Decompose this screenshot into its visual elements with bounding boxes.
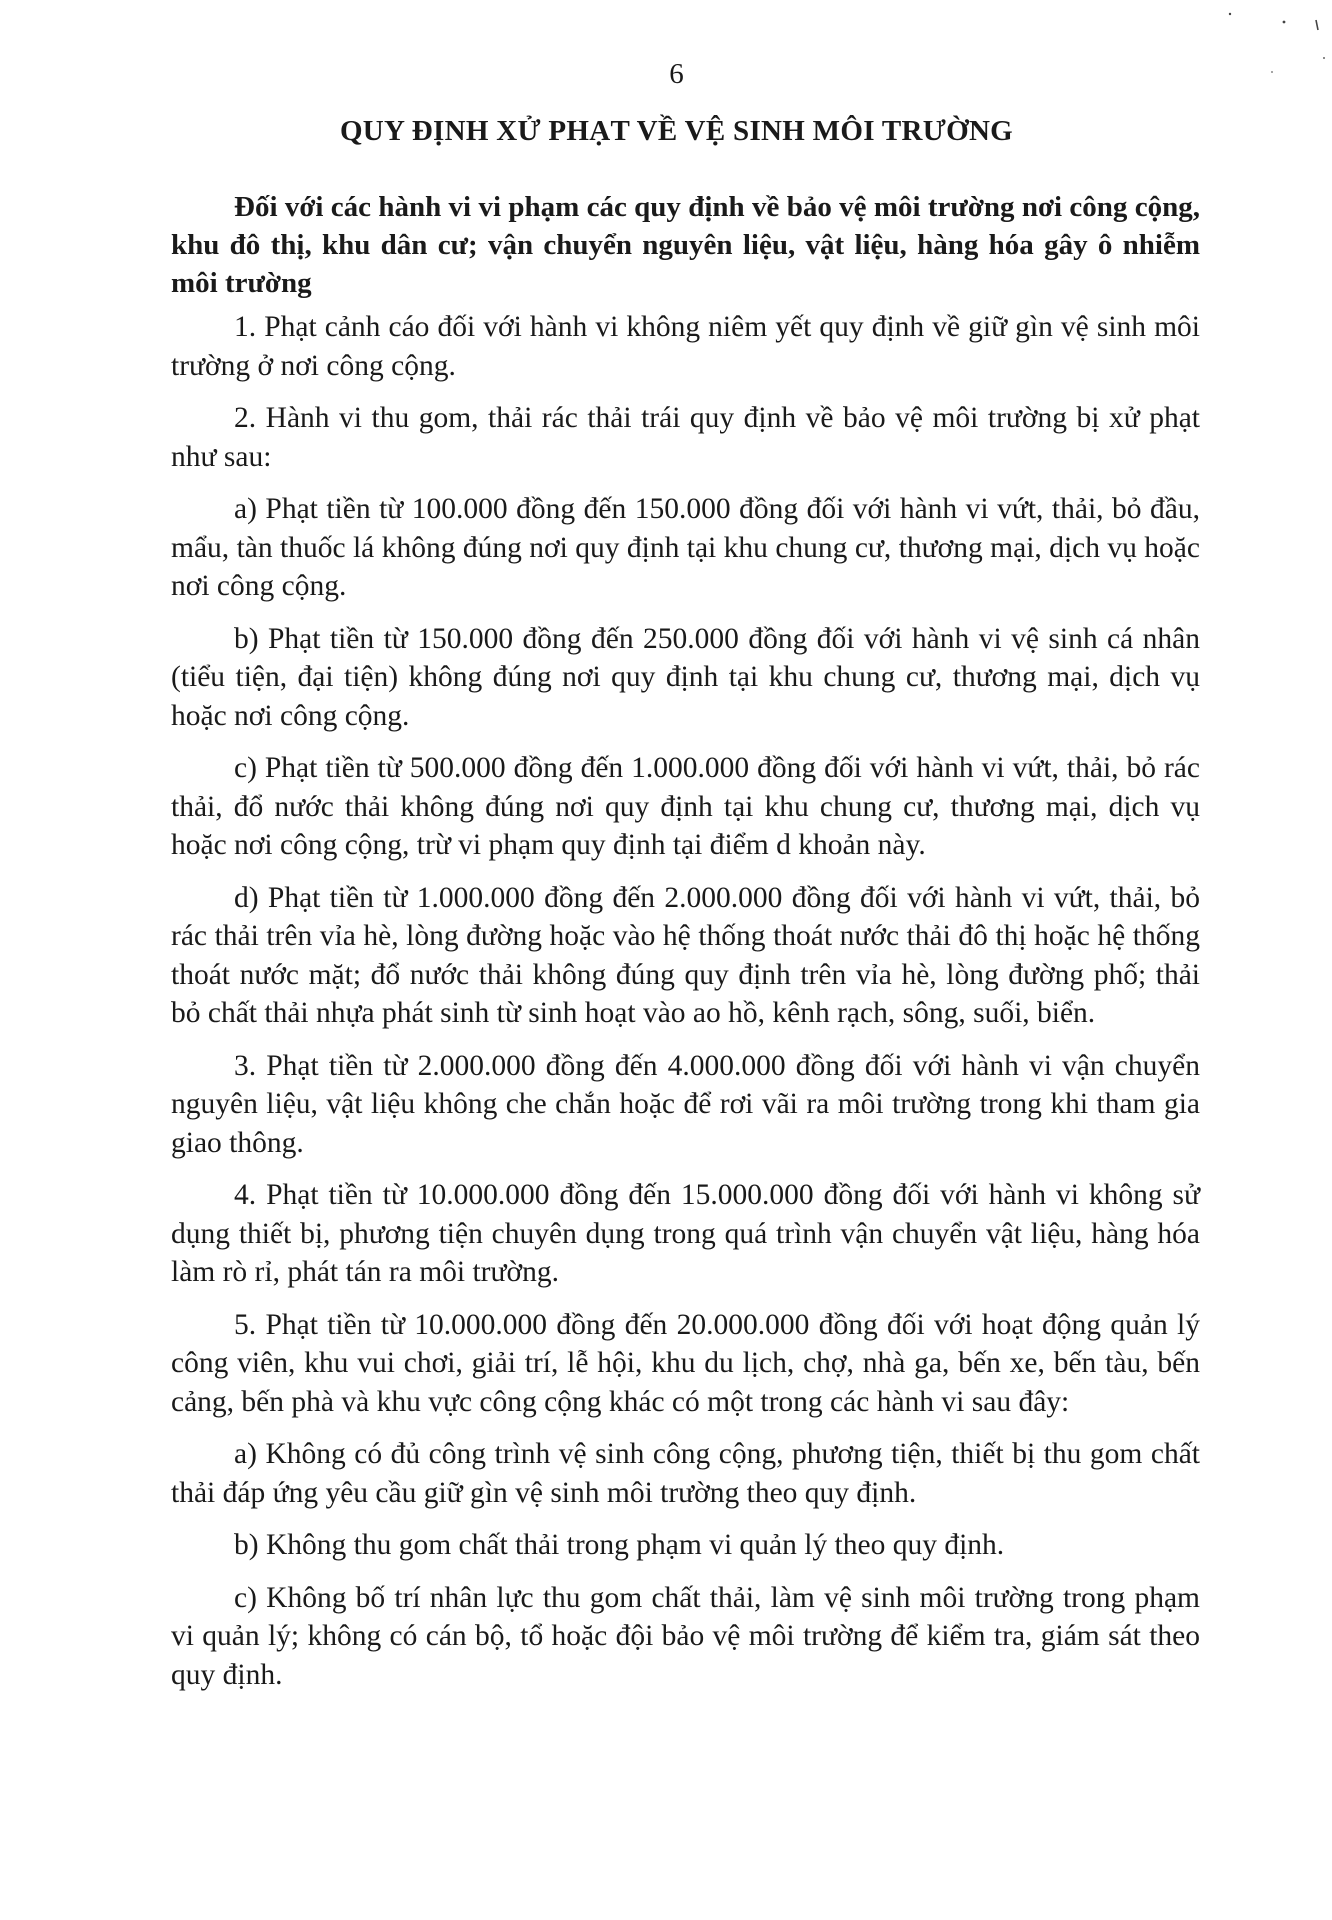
clause-2: 2. Hành vi thu gom, thải rác thải trái quy định về bảo vệ môi trường bị xử phạt như sau:	[171, 402, 1200, 473]
scan-specks	[1212, 0, 1332, 90]
clause-1: 1. Phạt cảnh cáo đối với hành vi không niêm yết quy định về giữ gìn vệ sinh môi trường ở nơi công cộng.	[171, 311, 1200, 382]
clause-4: 4. Phạt tiền từ 10.000.000 đồng đến 15.000.000 đồng đối với hành vi không sử dụng thiết bị, phương tiện chuyên dụng trong quá trình vận chuyển vật liệu, hàng hóa làm rò rỉ, phát tán ra môi trường.	[171, 1179, 1200, 1288]
clause-5: 5. Phạt tiền từ 10.000.000 đồng đến 20.000.000 đồng đối với hoạt động quản lý công viên, khu vui chơi, giải trí, lễ hội, khu du lịch, chợ, nhà ga, bến xe, bến tàu, bến cảng, bến phà và khu vực công cộng khác có một trong các hành vi sau đây:	[171, 1308, 1200, 1418]
intro-paragraph: Đối với các hành vi vi phạm các quy định về bảo vệ môi trường nơi công cộng, khu đô thị, khu dân cư; vận chuyển nguyên liệu, vật liệu, hàng hóa gây ô nhiễm môi trường	[171, 191, 1200, 299]
clause-3: 3. Phạt tiền từ 2.000.000 đồng đến 4.000.000 đồng đối với hành vi vận chuyển nguyên liệu, vật liệu không che chắn hoặc để rơi vãi ra môi trường trong khi tham gia giao thông.	[171, 1049, 1200, 1159]
clause-5a: a) Không có đủ công trình vệ sinh công cộng, phương tiện, thiết bị thu gom chất thải đáp ứng yêu cầu giữ gìn vệ sinh môi trường theo quy định.	[171, 1438, 1200, 1509]
page-title: QUY ĐỊNH XỬ PHẠT VỀ VỆ SINH MÔI TRƯỜNG	[339, 115, 1014, 147]
page-number: 6	[669, 58, 684, 90]
clause-2c: c) Phạt tiền từ 500.000 đồng đến 1.000.000 đồng đối với hành vi vứt, thải, bỏ rác thải, đổ nước thải không đúng nơi quy định tại khu chung cư, thương mại, dịch vụ hoặc nơi công cộng, trừ vi phạm quy định tại điểm d khoản này.	[171, 752, 1200, 861]
clause-5b: b) Không thu gom chất thải trong phạm vi quản lý theo quy định.	[234, 1529, 1005, 1561]
clause-2d: d) Phạt tiền từ 1.000.000 đồng đến 2.000.000 đồng đối với hành vi vứt, thải, bỏ rác thải trên vỉa hè, lòng đường hoặc vào hệ thống thoát nước thải đô thị hoặc hệ thống thoát nước mặt; đổ nước thải không đúng quy định trên vỉa hè, lòng đường phố; thải bỏ chất thải nhựa phát sinh từ sinh hoạt vào ao hồ, kênh rạch, sông, suối, biển.	[171, 881, 1200, 1029]
clause-2a: a) Phạt tiền từ 100.000 đồng đến 150.000 đồng đối với hành vi vứt, thải, bỏ đầu, mẩu, tàn thuốc lá không đúng nơi quy định tại khu chung cư, thương mại, dịch vụ hoặc nơi công cộng.	[171, 493, 1200, 602]
clause-2b: b) Phạt tiền từ 150.000 đồng đến 250.000 đồng đối với hành vi vệ sinh cá nhân (tiểu tiện, đại tiện) không đúng nơi quy định tại khu chung cư, thương mại, dịch vụ hoặc nơi công cộng.	[171, 622, 1200, 732]
clause-5c: c) Không bố trí nhân lực thu gom chất thải, làm vệ sinh môi trường trong phạm vi quản lý; không có cán bộ, tổ hoặc đội bảo vệ môi trường để kiểm tra, giám sát theo quy định.	[171, 1581, 1200, 1691]
